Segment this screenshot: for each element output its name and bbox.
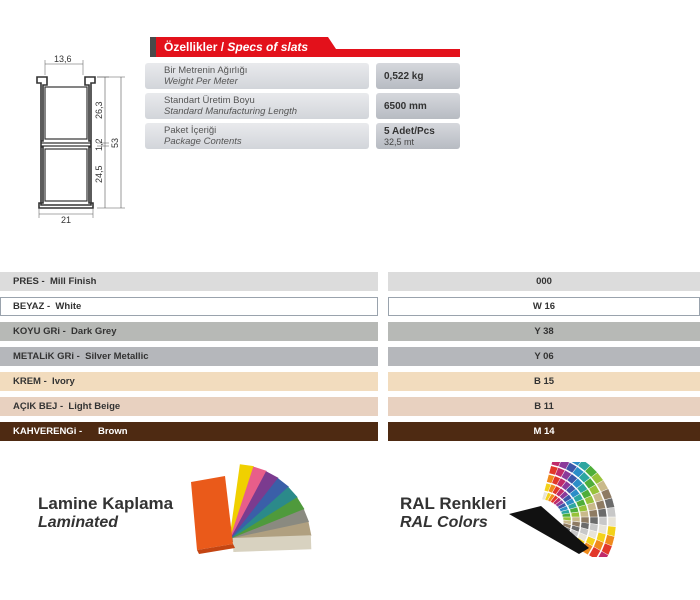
- color-name-cell: [0, 322, 378, 341]
- color-name-cell: [0, 372, 378, 391]
- color-name-tr: AÇIK BEJ -: [13, 401, 64, 412]
- color-code-cell: 000: [388, 272, 700, 291]
- color-row: [0, 322, 700, 341]
- color-row: [0, 397, 700, 416]
- spec-value-box: [376, 123, 460, 149]
- color-code-cell: W 16: [388, 297, 700, 316]
- color-name-tr: KAHVERENGi -: [13, 426, 83, 437]
- color-name-cell: [0, 422, 378, 441]
- color-name-en: White: [50, 301, 82, 312]
- color-code-cell: M 14: [388, 422, 700, 441]
- color-name-tr: BEYAZ -: [13, 301, 51, 312]
- color-name-en: Light Beige: [63, 401, 121, 412]
- color-code-cell: Y 06: [388, 347, 700, 366]
- spec-value-sub: 32,5 mt: [384, 136, 415, 147]
- specs-header: [150, 37, 460, 57]
- color-name-en: Brown: [82, 426, 128, 437]
- spec-value: 5 Adet/Pcs: [384, 125, 435, 137]
- ral-caption: [400, 494, 506, 532]
- dim-gap: 1,2: [94, 138, 104, 151]
- spec-label-tr: Paket İçeriği: [164, 125, 217, 136]
- specs-title: [164, 40, 308, 54]
- color-row: [0, 372, 700, 391]
- spec-value: 6500 mm: [384, 100, 427, 112]
- spec-row-package: [145, 123, 460, 149]
- color-row: [0, 272, 700, 291]
- spec-label-box: [145, 63, 369, 89]
- spec-value-box: [376, 93, 460, 119]
- color-name-cell: [0, 397, 378, 416]
- color-name-en: Ivory: [46, 376, 75, 387]
- color-row: [0, 347, 700, 366]
- spec-label-en: Weight Per Meter: [164, 76, 238, 87]
- color-name-en: Mill Finish: [44, 276, 97, 287]
- spec-label-box: [145, 93, 369, 119]
- color-name-cell: [0, 347, 378, 366]
- color-code-cell: B 15: [388, 372, 700, 391]
- spec-label-en: Package Contents: [164, 136, 242, 147]
- specs-title-tr: Özellikler /: [164, 40, 225, 54]
- spec-label-box: [145, 123, 369, 149]
- laminate-title-tr: Lamine Kaplama: [38, 494, 174, 513]
- dim-upper-height: 26,3: [94, 101, 104, 119]
- spec-label-en: Standard Manufacturing Length: [164, 106, 298, 117]
- color-name-cell: [0, 272, 378, 291]
- dim-lower-height: 24,5: [94, 165, 104, 183]
- specs-title-en: Specs of slats: [224, 40, 309, 54]
- ral-title-tr: RAL Renkleri: [400, 494, 507, 513]
- color-name-cell: [0, 297, 378, 316]
- dim-bottom-width: 21: [61, 215, 72, 225]
- color-code-cell: B 11: [388, 397, 700, 416]
- dim-top-width: 13,6: [54, 55, 72, 64]
- color-name-en: Silver Metallic: [79, 351, 149, 362]
- spec-value: 0,522 kg: [384, 70, 424, 82]
- color-name-tr: KREM -: [13, 376, 47, 387]
- color-name-tr: PRES -: [13, 276, 45, 287]
- spec-row-weight: [145, 63, 460, 89]
- laminate-caption: [38, 494, 173, 532]
- color-row: [0, 297, 700, 316]
- spec-label-tr: Bir Metrenin Ağırlığı: [164, 65, 248, 76]
- color-code-cell: Y 38: [388, 322, 700, 341]
- dim-total-height: 53: [110, 137, 120, 148]
- spec-value-box: [376, 63, 460, 89]
- color-name-tr: KOYU GRi -: [13, 326, 66, 337]
- spec-label-tr: Standart Üretim Boyu: [164, 95, 255, 106]
- profile-cross-section-drawing: [25, 55, 137, 225]
- color-name-tr: METALiK GRi -: [13, 351, 80, 362]
- ral-title-en: RAL Colors: [400, 514, 488, 531]
- color-name-en: Dark Grey: [65, 326, 117, 337]
- laminate-title-en: Laminated: [38, 514, 119, 531]
- spec-row-length: [145, 93, 460, 119]
- color-fan-deck-icon: [185, 462, 315, 557]
- ral-fan-deck-icon: [505, 462, 670, 557]
- color-row: [0, 422, 700, 441]
